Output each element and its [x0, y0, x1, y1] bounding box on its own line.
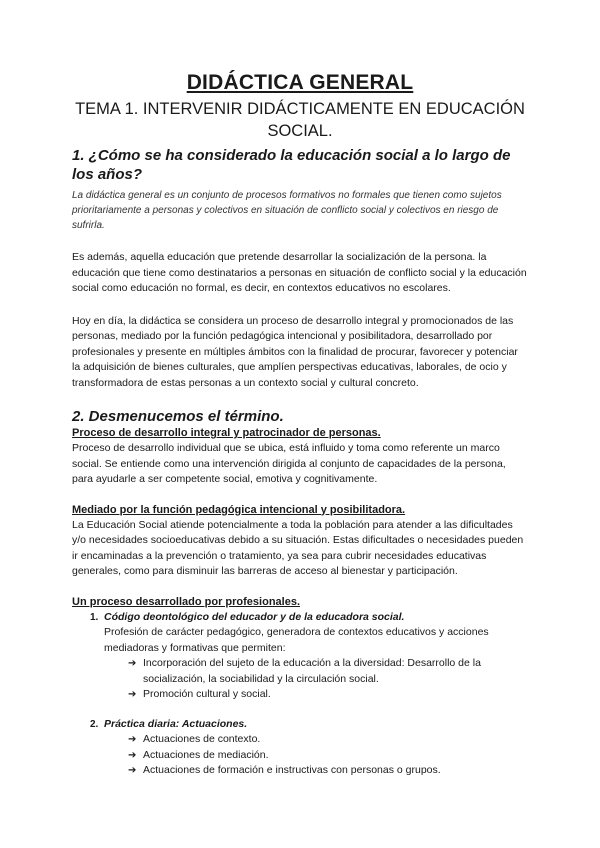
professional-list [72, 610, 528, 779]
arrow-right-icon: ➔ [128, 689, 137, 700]
list-item-title: Práctica diaria: Actuaciones. [104, 717, 248, 730]
list-item-title: Código deontológico del educador y de la educadora social. [104, 610, 405, 623]
subsection1-title: Proceso de desarrollo integral y patrocinador de personas. [72, 427, 381, 439]
list-item [72, 717, 528, 779]
document-subtitle: TEMA 1. INTERVENIR DIDÁCTICAMENTE EN EDUCACIÓN SOCIAL. [75, 100, 525, 140]
subsection2-text: La Educación Social atiende potencialmente a toda la población para atender a las dificultades y/o necesidades socioeducativas debido a su situación. Estas dificultades o necesidades pueden ir encaminadas a la prevención o tratamiento, ya sea para cubrir necesidades educativas generales, como para disminuir las barreras de acceso al bienestar y participación. [72, 518, 524, 577]
arrow-list-item: ➔ Actuaciones de contexto. [128, 732, 528, 748]
document-content [72, 70, 528, 779]
arrow-right-icon: ➔ [128, 658, 137, 669]
arrow-list [104, 732, 528, 779]
arrow-list [104, 656, 528, 703]
section1-heading: 1. ¿Cómo se ha considerado la educación social a lo largo de los años? [72, 147, 511, 183]
list-number: 1. [90, 611, 99, 623]
subsection3-title: Un proceso desarrollado por profesionales. [72, 595, 300, 608]
section1-paragraph-2: Hoy en día, la didáctica se considera un proceso de desarrollo integral y promocionados de las personas, mediado por la función pedagógica intencional y posibilitadora, desarrollado por profesionales y presente en múltiples ámbitos con la finalidad de procurar, favorecer y potenciar la adquisición de bienes culturales, que amplíen perspectivas educativas, laborales, de ocio y transformadora de estas personas a un contexto social y cultural concreto. [72, 314, 518, 389]
list-item-text: Profesión de carácter pedagógico, generadora de contextos educativos y acciones mediadoras y formativas que permiten: [104, 626, 489, 654]
subsection2-title: Mediado por la función pedagógica intencional y posibilitadora. [72, 503, 406, 516]
arrow-right-icon: ➔ [128, 749, 137, 761]
section2-heading: 2. Desmenucemos el término. [72, 408, 284, 425]
arrow-list-item: ➔ Actuaciones de formación e instructivas con personas o grupos. [128, 763, 528, 779]
definition-text: La didáctica general es un conjunto de procesos formativos no formales que tienen como sujetos prioritariamente a personas y colectivos en situación de conflicto social y colectivos en riesgo de sufrirla. [72, 190, 502, 231]
arrow-list-item: ➔ Promoción cultural y social. [128, 687, 528, 703]
section1-paragraph-1: Es además, aquella educación que pretende desarrollar la socialización de la persona. la educación que tiene como destinatarios a personas en situación de conflicto social y la educación social como educación no formal, es decir, en contextos educativos no escolares. [72, 251, 527, 294]
list-item [72, 610, 528, 703]
arrow-right-icon: ➔ [128, 734, 137, 745]
subsection1-text: Proceso de desarrollo individual que se ubica, está influido y toma como referente un marco social. Se entiende como una intervención dirigida al conjunto de capacidades de la persona, para ayudarle a ser competente social, emotiva y cognitivamente. [72, 442, 506, 485]
arrow-right-icon: ➔ [128, 765, 137, 776]
arrow-list-item: ➔ Incorporación del sujeto de la educación a la diversidad: Desarrollo de la socialización, la sociabilidad y la circulación social. [128, 657, 481, 685]
document-title: DIDÁCTICA GENERAL [186, 71, 414, 94]
list-number: 2. [90, 718, 99, 730]
arrow-list-item: ➔ Actuaciones de mediación. [128, 748, 528, 764]
